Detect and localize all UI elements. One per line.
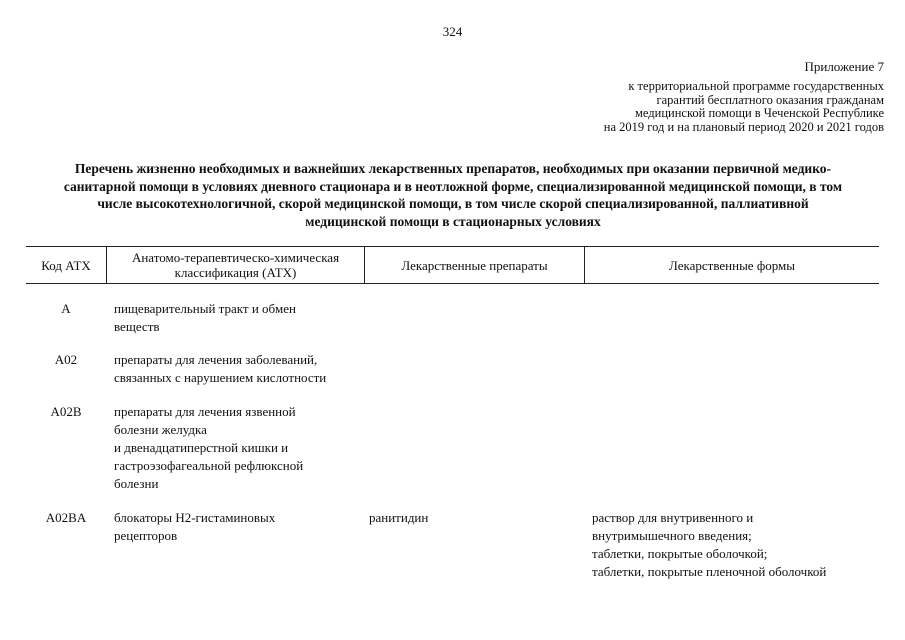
classification-line: болезни желудка [114, 422, 207, 437]
classification-line: гастроэзофагеальной рефлюксной [114, 458, 304, 473]
document-title [26, 160, 880, 230]
appendix-label: Приложение 7 [804, 59, 884, 74]
dosage-form-line: внутримышечного введения; [592, 528, 752, 543]
classification-line: связанных с нарушением кислотности [114, 370, 327, 385]
atc-classification [114, 403, 364, 493]
classification-line: препараты для лечения язвенной [114, 404, 296, 419]
header-code-label: Код АТХ [41, 257, 91, 273]
dosage-form-line: раствор для внутривенного и [592, 510, 754, 525]
atc-classification [114, 300, 364, 336]
classification-line: болезни [114, 476, 159, 491]
atc-code: A02B [50, 404, 82, 419]
atc-classification [114, 509, 364, 545]
appendix-description [604, 80, 884, 134]
header-classification-line: классификация (АТХ) [174, 265, 297, 280]
document-title-line: санитарной помощи в условиях дневного стационара и в неотложной форме, специализированной медицинской помощи, в том [63, 178, 843, 194]
header-classification-line: Анатомо-терапевтическо-химическая [131, 250, 340, 265]
document-title-line: числе высокотехнологичной, скорой медицинской помощи, в том числе скорой специализированной, паллиативной [97, 196, 809, 211]
atc-code: A02 [54, 352, 78, 367]
dosage-form-line: таблетки, покрытые оболочкой; [592, 546, 768, 561]
dosage-forms [592, 509, 892, 581]
appendix-description-line: медицинской помощи в Чеченской Республике [635, 106, 884, 120]
dosage-form-line: таблетки, покрытые пленочной оболочкой [592, 564, 827, 579]
header-drugs-label: Лекарственные препараты [401, 257, 548, 273]
header-code [26, 247, 106, 283]
page-number: 324 [442, 24, 463, 39]
atc-code: A02BA [45, 510, 87, 525]
classification-line: пищеварительный тракт и обмен [114, 301, 296, 316]
classification-line: и двенадцатиперстной кишки и [114, 440, 289, 455]
table-header-bottom-rule [26, 283, 879, 284]
header-drugs [365, 247, 584, 283]
document-title-line: медицинской помощи в стационарных условиях [305, 213, 601, 229]
appendix-description-line: на 2019 год и на плановый период 2020 и 2021 годов [603, 119, 884, 134]
classification-line: веществ [114, 319, 160, 334]
drug-name: ранитидин [369, 510, 429, 525]
appendix-description-line: гарантий бесплатного оказания гражданам [656, 92, 884, 107]
classification-line: рецепторов [114, 528, 178, 543]
document-title-line: Перечень жизненно необходимых и важнейших лекарственных препаратов, необходимых при оказании первичной медико- [74, 161, 832, 176]
classification-line: блокаторы H2-гистаминовых [114, 510, 276, 525]
atc-classification [114, 351, 364, 387]
header-forms-label: Лекарственные формы [668, 257, 796, 273]
header-forms [585, 247, 879, 283]
classification-line: препараты для лечения заболеваний, [114, 352, 318, 367]
header-classification [107, 247, 364, 283]
appendix-description-line: к территориальной программе государственных [628, 79, 884, 93]
atc-code: A [61, 301, 71, 316]
